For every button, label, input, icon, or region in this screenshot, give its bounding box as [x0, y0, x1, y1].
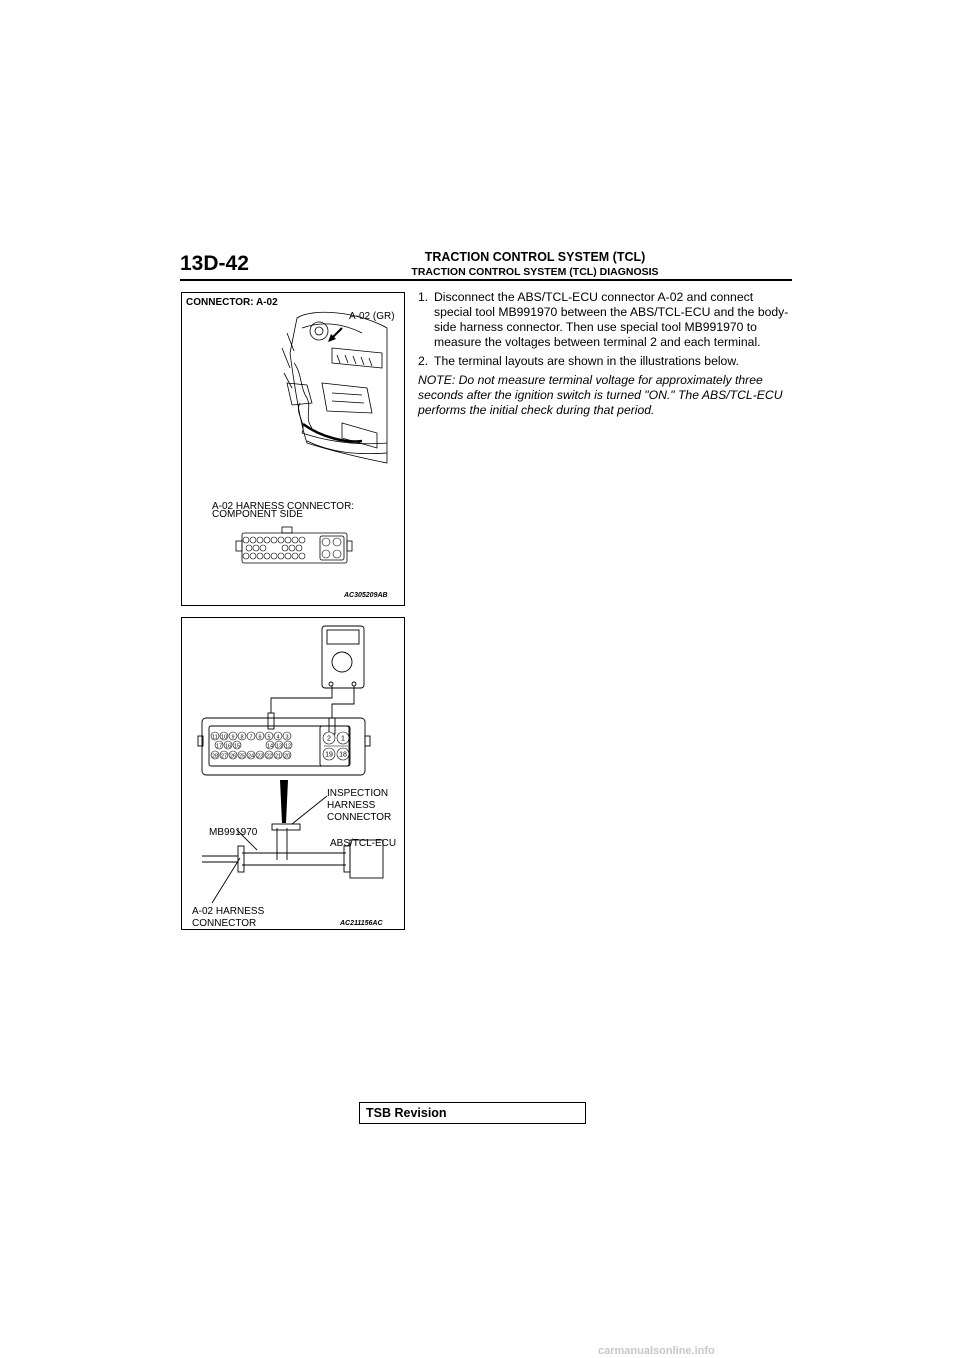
- pin-label: 24: [247, 753, 255, 760]
- engine-bay-illustration: [182, 293, 404, 605]
- procedure-text: [418, 290, 790, 418]
- pin-label: 7: [249, 734, 253, 741]
- pin-label: 16: [224, 743, 232, 750]
- watermark: carmanualsonline.info: [598, 1345, 715, 1357]
- pin-label: 17: [215, 743, 223, 750]
- pin-label: 8: [240, 734, 244, 741]
- inspection-label-line1: INSPECTION: [327, 788, 389, 799]
- figure1-code: AC305209AB: [344, 592, 388, 599]
- connector-label-line1: A-02 HARNESS CONNECTOR:: [212, 501, 355, 512]
- harness-label-line2: CONNECTOR: [192, 918, 257, 929]
- header-rule: [180, 279, 792, 281]
- note: NOTE: Do not measure terminal voltage for approximately three seconds after the ignition switch is turned "ON." The ABS/TCL-ECU performs the initial check during that period.: [418, 373, 783, 417]
- pin-label: 18: [339, 751, 347, 759]
- tsb-revision-box: [359, 1102, 586, 1124]
- pin-label: 22: [265, 753, 273, 760]
- figure1-title: CONNECTOR: A-02: [186, 297, 278, 308]
- harness-label-line1: A-02 HARNESS: [192, 906, 265, 917]
- pin-label: 5: [267, 734, 271, 741]
- step-1-text: Disconnect the ABS/TCL-ECU connector A-02 and connect special tool MB991970 between the ABS/TCL-ECU and the body-side harness connector. Then use special tool MB991970 to measure the voltages between terminal 2 and each terminal.: [434, 290, 789, 349]
- pin-label: 25: [238, 753, 246, 760]
- pin-label: 13: [275, 743, 283, 750]
- inspection-label-line2: HARNESS: [327, 800, 376, 811]
- pin-label: 10: [220, 734, 228, 741]
- pin-label: 15: [233, 743, 241, 750]
- pin-label: 19: [325, 751, 333, 759]
- pin-label: 20: [283, 753, 291, 760]
- pin-label: 12: [284, 743, 292, 750]
- connector-label-line2: COMPONENT SIDE: [212, 509, 303, 520]
- pin-label: 26: [229, 753, 237, 760]
- step-1-number: 1.: [418, 290, 429, 304]
- pin-label: 28: [211, 753, 219, 760]
- pin-label: 2: [327, 735, 331, 743]
- tsb-revision-label: TSB Revision: [366, 1106, 447, 1120]
- pin-label: 1: [341, 735, 345, 743]
- step-2: [418, 354, 790, 369]
- connector-location-figure: [181, 292, 405, 606]
- step-2-number: 2.: [418, 354, 429, 368]
- inspection-label-line3: CONNECTOR: [327, 812, 392, 823]
- pin-label: 9: [231, 734, 235, 741]
- pin-label: 23: [256, 753, 264, 760]
- pin-label: 6: [258, 734, 262, 741]
- page-number: 13D-42: [180, 252, 249, 275]
- step-2-text: The terminal layouts are shown in the illustrations below.: [434, 354, 739, 368]
- measurement-illustration: [182, 618, 404, 929]
- section-title: TRACTION CONTROL SYSTEM (TCL): [424, 250, 646, 264]
- tool-label: MB991970: [209, 827, 258, 838]
- ecu-label: ABS/TCL-ECU: [330, 838, 397, 849]
- section-subtitle: TRACTION CONTROL SYSTEM (TCL) DIAGNOSIS: [411, 266, 659, 278]
- pin-label: 11: [212, 734, 218, 741]
- pin-label: 3: [285, 734, 289, 741]
- pin-label: 14: [266, 743, 274, 750]
- pin-label: 4: [276, 734, 280, 741]
- voltage-measurement-figure: [181, 617, 405, 930]
- pin-label: 21: [274, 753, 282, 760]
- connector-callout: A-02 (GR): [349, 311, 395, 322]
- pin-label: 27: [220, 753, 228, 760]
- figure2-code: AC211156AC: [340, 920, 383, 927]
- step-1: [418, 290, 790, 350]
